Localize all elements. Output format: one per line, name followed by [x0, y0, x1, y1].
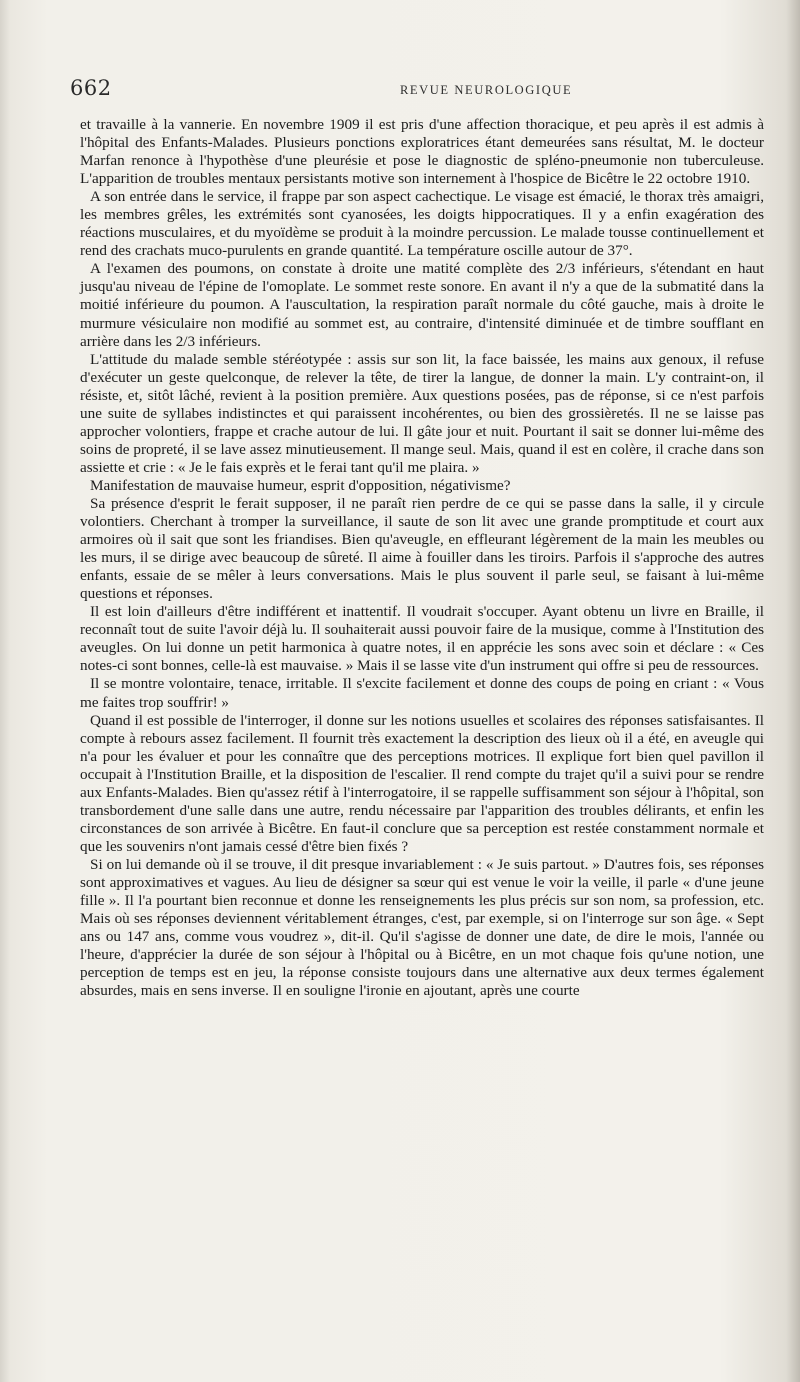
page-header — [70, 76, 766, 104]
paragraph: A l'examen des poumons, on constate à droite une matité complète des 2/3 inférieurs, s'étendant en haut jusqu'au niveau de l'épine de l'omoplate. Le sommet reste sonore. En avant il n'y a que de la submatité dans la moitié inférieure du poumon. A l'auscultation, la respiration paraît normale du côté gauche, mais à droite le murmure vésiculaire non modifié au sommet est, au contraire, d'intensité diminuée et de timbre soufflant en arrière dans les 2/3 inférieurs. — [80, 260, 764, 350]
paragraph: Quand il est possible de l'interroger, il donne sur les notions usuelles et scolaires des réponses satisfaisantes. Il compte à rebours assez facilement. Il fournit très exactement la description des lieux où il a été, en aveugle qui n'a pour les évaluer et pour les connaître que des perceptions motrices. Il explique fort bien quel pavillon il occupait à l'Institution Braille, et la disposition de l'escalier. Il rend compte du trajet qu'il a suivi pour se rendre aux Enfants-Malades. Bien qu'assez rétif à l'interrogatoire, il se rappelle suffisamment son séjour à l'hôpital, son transbordement d'une salle dans une autre, rendu nécessaire par l'apparition des troubles délirants, et enfin les circonstances de son arrivée à Bicêtre. En faut-il conclure que sa perception est restée constamment normale et que les souvenirs n'ont jamais cessé d'être bien fixés ? — [80, 711, 764, 855]
paragraph: Si on lui demande où il se trouve, il dit presque invariablement : « Je suis partout. » D'autres fois, ses réponses sont approximatives et vagues. Au lieu de désigner sa sœur qui est venue le voir la veille, il parle « d'une jeune fille ». Il l'a pourtant bien reconnue et donne les renseignements les plus précis sur son nom, sa profession, etc. Mais où ses réponses deviennent véritablement étranges, c'est, par exemple, si on l'interroge sur son âge. « Sept ans ou 147 ans, comme vous voudrez », dit-il. Qu'il s'agisse de donner une date, de dire le mois, l'année ou l'heure, d'apprécier la durée de son séjour à l'hôpital ou à Bicêtre, en un mot chaque fois qu'une notion, une perception de temps est en jeu, la réponse consiste toujours dans une alternative aux deux termes également absurdes, mais en sens inverse. Il en souligne l'ironie en ajoutant, après une courte — [80, 855, 764, 1000]
page-number: 662 — [70, 76, 112, 100]
page-edge-shadow-right — [786, 0, 800, 1382]
paragraph: Il est loin d'ailleurs d'être indifférent et inattentif. Il voudrait s'occuper. Ayant obtenu un livre en Braille, il reconnaît tout de suite l'avoir déjà lu. Il souhaiterait aussi pouvoir faire de la musique, comme à l'Institution des aveugles. On lui donne un petit harmonica à quatre notes, il en apprécie les sons avec soin et déclare : « Ces notes-ci sont bonnes, celle-là est mauvaise. » Mais il se lasse vite d'un instrument qui offre si peu de ressources. — [80, 603, 764, 675]
paragraph: L'attitude du malade semble stéréotypée : assis sur son lit, la face baissée, les mains aux genoux, il refuse d'exécuter un geste quelconque, de relever la tête, de tirer la langue, de donner la main. L'y contraint-on, il résiste, et, sitôt lâché, revient à la position première. Aux questions posées, pas de réponse, si ce n'est parfois une suite de syllabes indistinctes et qui paraissent incohérentes, ou bien des grossièretés. Il ne se laisse pas approcher volontiers, frappe et crache autour de lui. Il gâte jour et nuit. Pourtant il sait se donner lui-même des soins de propreté, il se lave assez minutieusement. Il mange seul. Mais, quand il est en colère, il crache dans son assiette et crie : « Je le fais exprès et le ferai tant qu'il me plaira. » — [80, 350, 764, 476]
body-text — [80, 116, 764, 1000]
paragraph: A son entrée dans le service, il frappe par son aspect cachectique. Le visage est émacié, le thorax très amaigri, les membres grêles, les extrémités sont cyanosées, les doigts hippocratiques. Il y a enfin exagération des réactions musculaires, et du myoïdème se produit à la moindre percussion. Le malade tousse continuellement et rend des crachats muco-purulents en grande quantité. La température oscille autour de 37°. — [80, 188, 764, 260]
running-head: REVUE NEUROLOGIQUE — [400, 83, 573, 97]
paragraph: et travaille à la vannerie. En novembre 1909 il est pris d'une affection thoracique, et peu après il est admis à l'hôpital des Enfants-Malades. Plusieurs ponctions exploratrices étant demeurées sans résultat, M. le docteur Marfan renonce à l'hypothèse d'une pleurésie et pose le diagnostic de spléno-pneumonie non tuberculeuse. L'apparition de troubles mentaux persistants motive son internement à l'hospice de Bicêtre le 22 octobre 1910. — [80, 116, 764, 188]
paragraph: Il se montre volontaire, tenace, irritable. Il s'excite facilement et donne des coups de poing en criant : « Vous me faites trop souffrir! » — [80, 675, 764, 711]
paragraph: Sa présence d'esprit le ferait supposer, il ne paraît rien perdre de ce qui se passe dans la salle, il y circule volontiers. Cherchant à tromper la surveillance, il saute de son lit avec une grande promptitude et court aux armoires où il sait que sont les friandises. Bien qu'aveugle, en effleurant légèrement de la main les meubles ou les murs, il se dirige avec beaucoup de sûreté. Il aime à fouiller dans les tiroirs. Parfois il s'approche des autres enfants, essaie de se mêler à leurs conversations. Mais le plus souvent il parle seul, se faisant à lui-même questions et réponses. — [80, 494, 764, 603]
page-edge-shadow-left — [0, 0, 10, 1382]
paragraph: Manifestation de mauvaise humeur, esprit d'opposition, négativisme? — [90, 476, 511, 494]
